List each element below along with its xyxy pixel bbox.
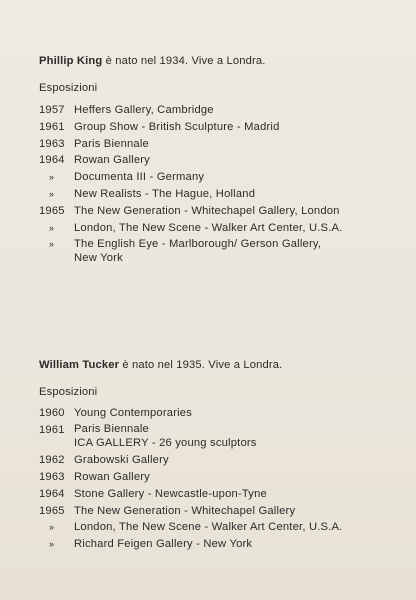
ditto-mark: »: [49, 522, 55, 533]
exhibition-row: [39, 519, 396, 536]
exhibition-row: [39, 422, 396, 452]
exhibition-entry: Rowan Gallery: [74, 470, 150, 483]
exhibition-entry: London, The New Scene - Walker Art Center, U.S.A.: [74, 521, 343, 534]
exhibition-row: [39, 469, 396, 486]
exhibition-row: [39, 486, 396, 503]
exhibition-entry: New Realists - The Hague, Holland: [74, 187, 256, 200]
exhibition-entry: Young Contemporaries: [74, 407, 193, 419]
exhibition-year: 1960: [39, 407, 65, 419]
artist-section-phillip-king: [39, 54, 396, 267]
exhibition-row: [39, 503, 396, 520]
exhibition-entry: Stone Gallery - Newcastle-upon-Tyne: [74, 487, 267, 500]
exhibition-row: [39, 452, 396, 469]
ditto-mark: »: [49, 539, 55, 550]
artist-bio: è nato nel 1934. Vive a Londra.: [102, 55, 266, 67]
exhibitions-heading: Esposizioni: [39, 386, 98, 398]
exhibition-entry: Group Show - British Sculpture - Madrid: [74, 120, 280, 133]
ditto-mark: »: [49, 222, 55, 233]
exhibition-year: 1963: [39, 137, 65, 150]
exhibition-year: 1963: [39, 470, 65, 483]
exhibition-row: [39, 536, 396, 553]
exhibition-row: [39, 220, 396, 237]
artist-bio: è nato nel 1935. Vive a Londra.: [119, 359, 283, 371]
exhibition-year: 1965: [39, 504, 65, 517]
exhibition-row: [39, 136, 396, 153]
exhibition-row: [39, 102, 396, 119]
exhibition-year: 1962: [39, 454, 65, 467]
exhibition-entry: Richard Feigen Gallery - New York: [74, 538, 253, 551]
exhibition-entry: The New Generation - Whitechapel Gallery: [74, 504, 296, 517]
exhibition-row: [39, 119, 396, 136]
exhibition-year: 1964: [39, 154, 65, 167]
exhibition-list: [39, 102, 396, 267]
exhibition-entry: The English Eye - Marlborough/ Gerson Gallery, New York: [74, 237, 322, 264]
ditto-mark: »: [49, 188, 55, 199]
exhibition-row: [39, 152, 396, 169]
exhibition-year: 1961: [39, 120, 65, 133]
artist-intro: [39, 358, 396, 372]
exhibition-list: [39, 405, 396, 553]
exhibition-entry: London, The New Scene - Walker Art Center, U.S.A.: [74, 221, 343, 234]
exhibition-year: 1961: [39, 423, 65, 436]
artist-name: Phillip King: [39, 55, 103, 67]
exhibition-row: [39, 405, 396, 422]
exhibition-entry: Paris Biennale ICA GALLERY - 26 young sculptors: [74, 423, 257, 449]
exhibitions-heading: Esposizioni: [39, 82, 98, 94]
ditto-mark: »: [49, 239, 55, 250]
exhibition-row: [39, 236, 396, 266]
artist-section-william-tucker: [39, 358, 396, 553]
exhibition-entry: Grabowski Gallery: [74, 454, 169, 467]
exhibition-year: 1965: [39, 204, 65, 217]
exhibition-row: [39, 186, 396, 203]
exhibition-entry: Paris Biennale: [74, 137, 149, 150]
exhibition-row: [39, 203, 396, 220]
exhibition-entry: The New Generation - Whitechapel Gallery, London: [74, 204, 340, 217]
ditto-mark: »: [49, 172, 55, 183]
exhibition-row: [39, 169, 396, 186]
exhibition-entry: Documenta III - Germany: [74, 171, 205, 184]
exhibition-entry: Heffers Gallery, Cambridge: [74, 104, 214, 116]
exhibition-entry: Rowan Gallery: [74, 154, 150, 167]
exhibition-year: 1964: [39, 487, 65, 500]
artist-intro: [39, 54, 396, 68]
exhibition-year: 1957: [39, 104, 65, 116]
artist-name: William Tucker: [39, 359, 120, 371]
